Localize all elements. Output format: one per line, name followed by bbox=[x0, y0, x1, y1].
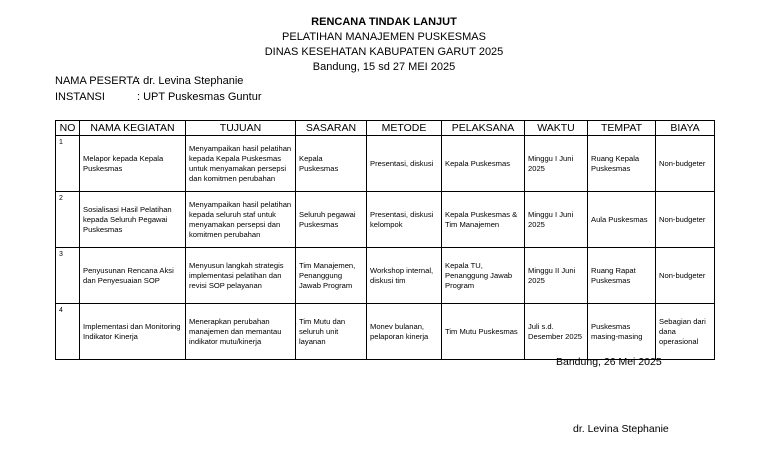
cell-tujuan: Menyampaikan hasil pelatihan kepada seluruh staf untuk menyamakan persepsi dan komitmen perubahan bbox=[186, 192, 296, 248]
cell-sasaran: Tim Mutu dan seluruh unit layanan bbox=[296, 304, 367, 360]
table-row bbox=[56, 192, 715, 248]
table-row bbox=[56, 136, 715, 192]
header-biaya: BIAYA bbox=[656, 121, 715, 136]
cell-waktu: Minggu I Juni 2025 bbox=[525, 192, 588, 248]
cell-biaya: Non-budgeter bbox=[656, 248, 715, 304]
cell-tempat: Aula Puskesmas bbox=[588, 192, 656, 248]
header-pelaksana: PELAKSANA bbox=[442, 121, 525, 136]
cell-no: 1 bbox=[56, 136, 80, 192]
cell-tujuan: Menyusun langkah strategis implementasi pelatihan dan revisi SOP pelayanan bbox=[186, 248, 296, 304]
participant-name-label: NAMA PESERTA bbox=[55, 75, 140, 87]
table-row bbox=[56, 304, 715, 360]
cell-tempat: Ruang Kepala Puskesmas bbox=[588, 136, 656, 192]
training-date: Bandung, 15 sd 27 MEI 2025 bbox=[312, 61, 456, 73]
table-header-row bbox=[56, 121, 715, 136]
organizer: DINAS KESEHATAN KABUPATEN GARUT 2025 bbox=[264, 46, 504, 58]
cell-kegiatan: Sosialisasi Hasil Pelatihan kepada Seluruh Pegawai Puskesmas bbox=[80, 192, 186, 248]
signer-name: dr. Levina Stephanie bbox=[573, 423, 669, 435]
header-metode: METODE bbox=[367, 121, 442, 136]
place-date: Bandung, 26 Mei 2025 bbox=[556, 356, 662, 368]
instansi-value: : UPT Puskesmas Guntur bbox=[137, 91, 262, 103]
cell-metode: Workshop internal, diskusi tim bbox=[367, 248, 442, 304]
cell-no: 2 bbox=[56, 192, 80, 248]
header-tujuan: TUJUAN bbox=[186, 121, 296, 136]
cell-waktu: Juli s.d. Desember 2025 bbox=[525, 304, 588, 360]
cell-sasaran: Kepala Puskesmas bbox=[296, 136, 367, 192]
cell-sasaran: Seluruh pegawai Puskesmas bbox=[296, 192, 367, 248]
cell-biaya: Sebagian dari dana operasional bbox=[656, 304, 715, 360]
instansi-label: INSTANSI bbox=[55, 91, 105, 103]
cell-tempat: Puskesmas masing-masing bbox=[588, 304, 656, 360]
cell-waktu: Minggu II Juni 2025 bbox=[525, 248, 588, 304]
cell-metode: Presentasi, diskusi kelompok bbox=[367, 192, 442, 248]
cell-pelaksana: Kepala Puskesmas bbox=[442, 136, 525, 192]
cell-pelaksana: Tim Mutu Puskesmas bbox=[442, 304, 525, 360]
header-sasaran: SASARAN bbox=[296, 121, 367, 136]
cell-pelaksana: Kepala TU, Penanggung Jawab Program bbox=[442, 248, 525, 304]
cell-metode: Presentasi, diskusi bbox=[367, 136, 442, 192]
training-name: PELATIHAN MANAJEMEN PUSKESMAS bbox=[282, 31, 486, 43]
document-header bbox=[0, 15, 768, 75]
cell-metode: Monev bulanan, pelaporan kinerja bbox=[367, 304, 442, 360]
header-kegiatan: NAMA KEGIATAN bbox=[80, 121, 186, 136]
cell-no: 3 bbox=[56, 248, 80, 304]
participant-name-value: : dr. Levina Stephanie bbox=[137, 75, 244, 87]
cell-pelaksana: Kepala Puskesmas & Tim Manajemen bbox=[442, 192, 525, 248]
document-title: RENCANA TINDAK LANJUT bbox=[311, 16, 457, 28]
participant-info bbox=[55, 73, 262, 105]
cell-tujuan: Menyampaikan hasil pelatihan kepada Kepala Puskesmas untuk menyamakan persepsi dan komitmen perubahan bbox=[186, 136, 296, 192]
cell-tujuan: Menerapkan perubahan manajemen dan memantau indikator mutu/kinerja bbox=[186, 304, 296, 360]
cell-kegiatan: Melapor kepada Kepala Puskesmas bbox=[80, 136, 186, 192]
cell-no: 4 bbox=[56, 304, 80, 360]
cell-biaya: Non-budgeter bbox=[656, 192, 715, 248]
header-tempat: TEMPAT bbox=[588, 121, 656, 136]
cell-biaya: Non-budgeter bbox=[656, 136, 715, 192]
cell-tempat: Ruang Rapat Puskesmas bbox=[588, 248, 656, 304]
cell-kegiatan: Implementasi dan Monitoring Indikator Kinerja bbox=[80, 304, 186, 360]
cell-kegiatan: Penyusunan Rencana Aksi dan Penyesuaian SOP bbox=[80, 248, 186, 304]
table-row bbox=[56, 248, 715, 304]
action-plan-table bbox=[55, 120, 715, 360]
cell-waktu: Minggu I Juni 2025 bbox=[525, 136, 588, 192]
cell-sasaran: Tim Manajemen, Penanggung Jawab Program bbox=[296, 248, 367, 304]
header-waktu: WAKTU bbox=[525, 121, 588, 136]
header-no: NO bbox=[56, 121, 80, 136]
